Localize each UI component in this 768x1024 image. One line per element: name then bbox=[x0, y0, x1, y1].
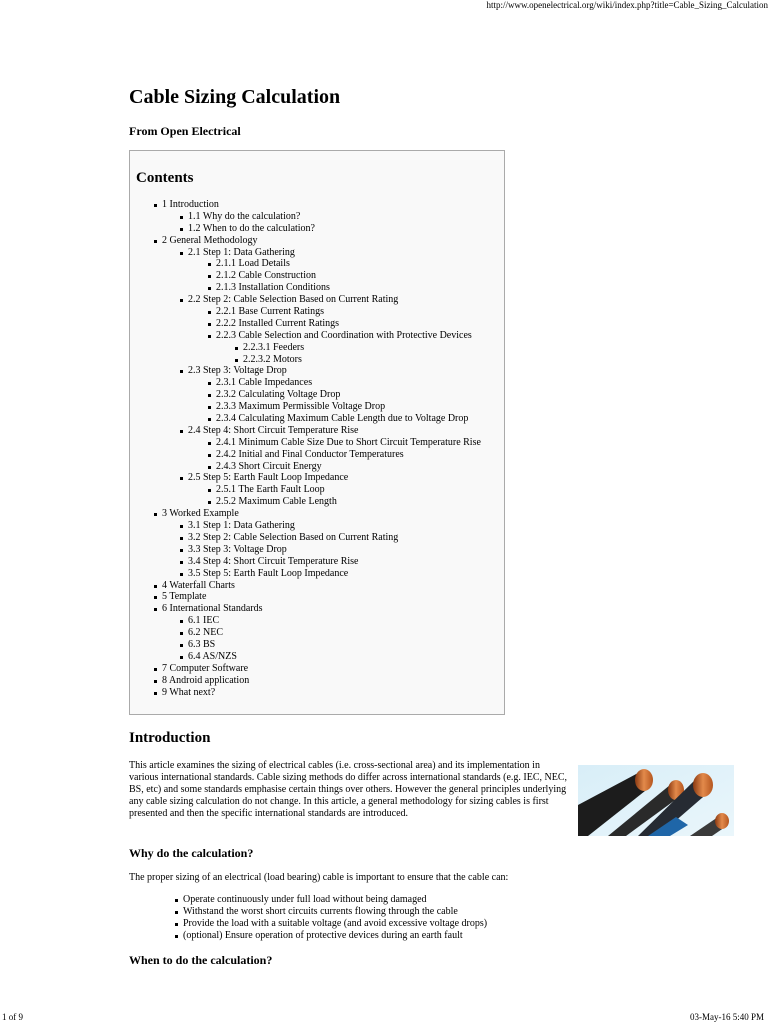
list-item bbox=[175, 918, 487, 930]
bullet-icon bbox=[208, 275, 211, 278]
bullet-icon bbox=[235, 359, 238, 362]
toc-item bbox=[130, 247, 504, 259]
bullet-icon bbox=[154, 680, 157, 683]
bullet-icon bbox=[208, 466, 211, 469]
bullet-icon bbox=[208, 418, 211, 421]
toc-item bbox=[130, 520, 504, 532]
bullet-icon bbox=[180, 525, 183, 528]
toc-link[interactable]: 5 Template bbox=[162, 591, 207, 603]
toc-link[interactable]: 2.3 Step 3: Voltage Drop bbox=[188, 365, 287, 377]
bullet-icon bbox=[208, 335, 211, 338]
toc-link[interactable]: 1 Introduction bbox=[162, 199, 219, 210]
toc-link[interactable]: 6 International Standards bbox=[162, 603, 263, 615]
bullet-icon bbox=[180, 252, 183, 255]
toc-item bbox=[130, 687, 504, 699]
toc-link[interactable]: 8 Android application bbox=[162, 674, 250, 686]
toc-item bbox=[130, 639, 504, 651]
print-date: 03-May-16 5:40 PM bbox=[690, 1012, 764, 1022]
toc-link[interactable]: 1.2 When to do the calculation? bbox=[188, 222, 315, 234]
list-item-text: Withstand the worst short circuits currents flowing through the cable bbox=[183, 905, 458, 917]
toc-link[interactable]: 2.3.4 Calculating Maximum Cable Length due to Voltage Drop bbox=[216, 413, 469, 425]
bullet-icon bbox=[154, 596, 157, 599]
reason-list bbox=[175, 894, 487, 942]
toc-link[interactable]: 6.1 IEC bbox=[188, 615, 220, 627]
toc-link[interactable]: 2.3.1 Cable Impedances bbox=[216, 377, 313, 389]
article-source: From Open Electrical bbox=[129, 124, 241, 138]
bullet-icon bbox=[180, 228, 183, 231]
bullet-icon bbox=[154, 608, 157, 611]
toc-item bbox=[130, 484, 504, 496]
toc-link[interactable]: 2.2.3 Cable Selection and Coordination with Protective Devices bbox=[216, 329, 472, 341]
list-item-text: (optional) Ensure operation of protective devices during an earth fault bbox=[183, 929, 463, 941]
toc-item bbox=[130, 306, 504, 318]
toc-link[interactable]: 3.5 Step 5: Earth Fault Loop Impedance bbox=[188, 567, 349, 579]
bullet-icon bbox=[180, 537, 183, 540]
bullet-icon bbox=[208, 454, 211, 457]
bullet-icon bbox=[175, 923, 178, 926]
toc-link[interactable]: 2.2.1 Base Current Ratings bbox=[216, 306, 325, 318]
toc-item bbox=[130, 544, 504, 556]
toc-link[interactable]: 3.2 Step 2: Cable Selection Based on Current Rating bbox=[188, 531, 399, 543]
toc-item bbox=[130, 568, 504, 580]
bullet-icon bbox=[180, 656, 183, 659]
toc-item bbox=[130, 270, 504, 282]
toc-item bbox=[130, 651, 504, 663]
bullet-icon bbox=[180, 430, 183, 433]
bullet-icon bbox=[180, 561, 183, 564]
toc-item bbox=[130, 615, 504, 627]
toc-link[interactable]: 3.4 Step 4: Short Circuit Temperature Rise bbox=[188, 555, 359, 567]
toc-link[interactable]: 7 Computer Software bbox=[162, 662, 249, 674]
bullet-icon bbox=[180, 549, 183, 552]
toc-link[interactable]: 2.4.1 Minimum Cable Size Due to Short Circuit Temperature Rise bbox=[216, 436, 481, 448]
toc-item bbox=[130, 330, 504, 342]
toc-item bbox=[130, 425, 504, 437]
toc-item bbox=[130, 401, 504, 413]
page-url: http://www.openelectrical.org/wiki/index.php?title=Cable_Sizing_Calculation bbox=[486, 0, 768, 10]
toc-link[interactable]: 6.2 NEC bbox=[188, 627, 223, 639]
toc-item bbox=[130, 580, 504, 592]
toc-link[interactable]: 6.4 AS/NZS bbox=[188, 650, 237, 662]
toc-link[interactable]: 2.2 Step 2: Cable Selection Based on Current Rating bbox=[188, 294, 399, 306]
article-title: Cable Sizing Calculation bbox=[129, 86, 341, 108]
toc-item bbox=[130, 223, 504, 235]
bullet-icon bbox=[154, 692, 157, 695]
toc-link[interactable]: 2.5.2 Maximum Cable Length bbox=[216, 496, 337, 508]
toc-link[interactable]: 2.1.2 Cable Construction bbox=[216, 270, 316, 282]
toc-item bbox=[130, 235, 504, 247]
list-item bbox=[175, 930, 487, 942]
toc-title: Contents bbox=[136, 170, 194, 186]
bullet-icon bbox=[154, 240, 157, 243]
bullet-icon bbox=[235, 347, 238, 350]
toc-item bbox=[130, 449, 504, 461]
toc-link[interactable]: 2.3.2 Calculating Voltage Drop bbox=[216, 389, 341, 401]
toc-item bbox=[130, 556, 504, 568]
cable-image bbox=[578, 765, 734, 836]
toc-item bbox=[130, 282, 504, 294]
bullet-icon bbox=[180, 644, 183, 647]
list-item bbox=[175, 906, 487, 918]
bullet-icon bbox=[154, 513, 157, 516]
why-text: The proper sizing of an electrical (load bearing) cable is important to ensure that the cable can: bbox=[129, 872, 509, 883]
toc-item bbox=[130, 294, 504, 306]
toc-link[interactable]: 2.5.1 The Earth Fault Loop bbox=[216, 484, 325, 496]
toc-link[interactable]: 3 Worked Example bbox=[162, 508, 239, 520]
bullet-icon bbox=[180, 620, 183, 623]
why-heading: Why do the calculation? bbox=[129, 846, 254, 860]
toc-item bbox=[130, 663, 504, 675]
toc-link[interactable]: 2.1.3 Installation Conditions bbox=[216, 282, 330, 294]
list-item bbox=[175, 894, 487, 906]
bullet-icon bbox=[180, 370, 183, 373]
toc-item bbox=[130, 472, 504, 484]
toc-item bbox=[130, 603, 504, 615]
toc-link[interactable]: 2.2.3.2 Motors bbox=[243, 353, 302, 365]
bullet-icon bbox=[208, 323, 211, 326]
toc-item bbox=[130, 318, 504, 330]
list-item-text: Operate continuously under full load without being damaged bbox=[183, 894, 427, 905]
bullet-icon bbox=[208, 406, 211, 409]
toc-link[interactable]: 2.3.3 Maximum Permissible Voltage Drop bbox=[216, 401, 386, 413]
bullet-icon bbox=[208, 501, 211, 504]
toc-item bbox=[130, 496, 504, 508]
toc-link[interactable]: 9 What next? bbox=[162, 686, 216, 698]
bullet-icon bbox=[175, 899, 178, 902]
bullet-icon bbox=[208, 394, 211, 397]
when-heading: When to do the calculation? bbox=[129, 953, 273, 967]
toc-link[interactable]: 4 Waterfall Charts bbox=[162, 579, 235, 591]
introduction-text: This article examines the sizing of electrical cables (i.e. cross-sectional area) and its implementation in various international standards. Cable sizing methods do differ across international standards (e.g. IEC, NEC, BS, etc) and some standards emphasise certain things over others. However the general principles underlying any cable sizing calculation do not change. In this article, a general methodology for sizing cables is first presented and then the specific international standards are introduced. bbox=[129, 760, 568, 819]
toc-link[interactable]: 2 General Methodology bbox=[162, 234, 258, 246]
toc-item bbox=[130, 354, 504, 366]
toc-item bbox=[130, 591, 504, 603]
bullet-icon bbox=[208, 311, 211, 314]
list-item-text: Provide the load with a suitable voltage (and avoid excessive voltage drops) bbox=[183, 917, 488, 929]
bullet-icon bbox=[208, 382, 211, 385]
bullet-icon bbox=[208, 442, 211, 445]
bullet-icon bbox=[180, 477, 183, 480]
toc-link[interactable]: 2.2.3.1 Feeders bbox=[243, 341, 305, 353]
toc-item bbox=[130, 413, 504, 425]
toc-item bbox=[130, 508, 504, 520]
toc-link[interactable]: 1.1 Why do the calculation? bbox=[188, 210, 301, 222]
toc-link[interactable]: 2.4 Step 4: Short Circuit Temperature Rise bbox=[188, 424, 359, 436]
bullet-icon bbox=[175, 911, 178, 914]
toc-item bbox=[130, 342, 504, 354]
bullet-icon bbox=[208, 287, 211, 290]
bullet-icon bbox=[180, 632, 183, 635]
bullet-icon bbox=[208, 263, 211, 266]
toc-item bbox=[130, 211, 504, 223]
page-number: 1 of 9 bbox=[2, 1012, 23, 1022]
bullet-icon bbox=[175, 935, 178, 938]
toc-item bbox=[130, 461, 504, 473]
toc-link[interactable]: 3.3 Step 3: Voltage Drop bbox=[188, 543, 287, 555]
toc-item bbox=[130, 437, 504, 449]
toc-item bbox=[130, 199, 504, 211]
bullet-icon bbox=[154, 204, 157, 207]
bullet-icon bbox=[208, 489, 211, 492]
bullet-icon bbox=[180, 216, 183, 219]
toc-link[interactable]: 2.2.2 Installed Current Ratings bbox=[216, 317, 340, 329]
toc-item bbox=[130, 377, 504, 389]
toc-link[interactable]: 2.1.1 Load Details bbox=[216, 258, 290, 270]
toc-item bbox=[130, 627, 504, 639]
toc-item bbox=[130, 389, 504, 401]
bullet-icon bbox=[180, 573, 183, 576]
toc-link[interactable]: 6.3 BS bbox=[188, 638, 216, 650]
bullet-icon bbox=[180, 299, 183, 302]
toc-link[interactable]: 3.1 Step 1: Data Gathering bbox=[188, 520, 295, 532]
table-of-contents bbox=[129, 150, 505, 715]
introduction-heading: Introduction bbox=[129, 730, 211, 746]
toc-item bbox=[130, 365, 504, 377]
toc-link[interactable]: 2.1 Step 1: Data Gathering bbox=[188, 246, 295, 258]
toc-item bbox=[130, 258, 504, 270]
toc-link[interactable]: 2.5 Step 5: Earth Fault Loop Impedance bbox=[188, 472, 349, 484]
toc-item bbox=[130, 532, 504, 544]
toc-link[interactable]: 2.4.2 Initial and Final Conductor Temperatures bbox=[216, 448, 404, 460]
toc-link[interactable]: 2.4.3 Short Circuit Energy bbox=[216, 460, 322, 472]
toc-list bbox=[130, 199, 504, 698]
bullet-icon bbox=[154, 668, 157, 671]
toc-item bbox=[130, 675, 504, 687]
bullet-icon bbox=[154, 585, 157, 588]
